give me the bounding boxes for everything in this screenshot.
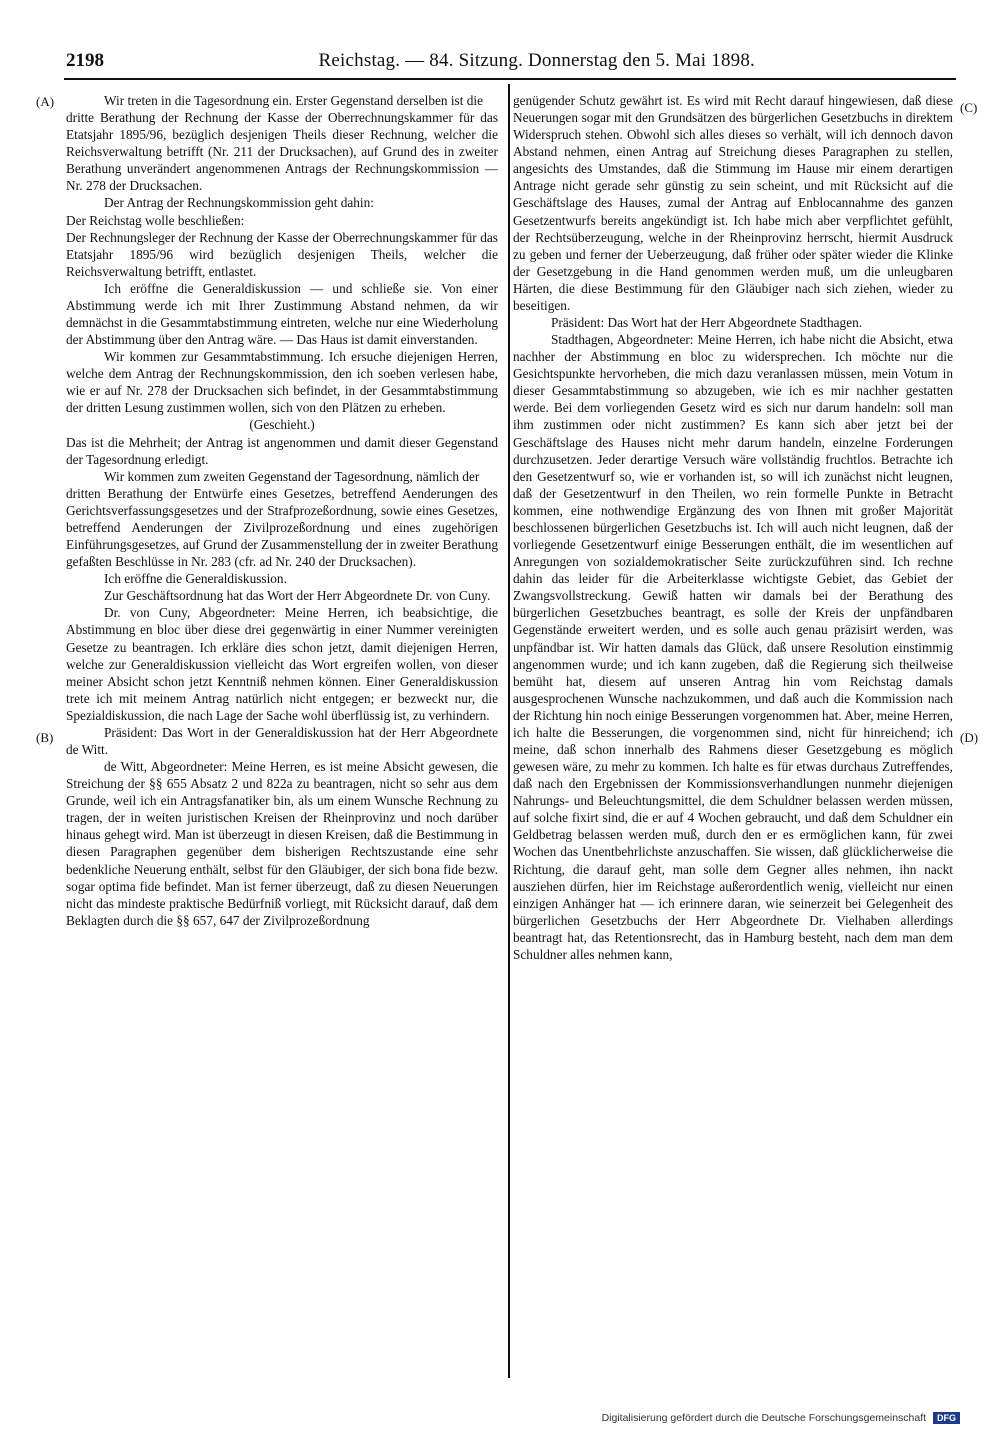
speech-de-witt-continued: genügender Schutz gewährt ist. Es wird mit Recht darauf hingewiesen, daß diese Neuerungen sogar mit den Grundsätzen des bürgerlichen Gesetzbuchs in direktem Widerspruch stehen. Obwohl sich alles dieses so verhält, will ich dennoch davon Abstand nehmen, einen Antrag auf Streichung dieses Paragraphen zu stellen, angesichts des Umstandes, daß die Stimmung im Hause mir einem derartigen Antrage nicht gerade sehr günstig zu sein scheint, und mit Rücksicht auf die Geschäftslage des Hauses, zumal der Antrag auf Enblocannahme des ganzen Gesetzentwurfs bereits angekündigt ist. Ich habe mich aber verpflichtet gefühlt, der Rechtsüberzeugung, welche in der Rheinprovinz herrscht, hiermit Ausdruck zu geben und ferner der Ueberzeugung, daß früher oder später wieder die Klinke der Gesetzgebung in die Hand genommen werden muß, um die unleugbaren Härten, die diese Bestimmung für den Gläubiger nach sich ziehen, wieder zu beseitigen. (513, 93, 953, 313)
page-number: 2198 (66, 50, 104, 71)
paragraph: Der Antrag der Rechnungskommission geht dahin: (104, 195, 374, 211)
agenda-item-first: dritte Berathung der Rechnung der Kasse der Oberrechnungskammer für das Etatsjahr 1895/96, bezüglich desjenigen Theils dieser Rechnung, welcher die Reichsverwaltung betrifft (Nr. 211 der Drucksachen), auf Grund des in zweiter Berathung unverändert angenommenen Antrags der Rechnungskommission — Nr. 278 der Drucksachen. (66, 110, 498, 194)
paragraph: Wir treten in die Tagesordnung ein. Erster Gegenstand derselben ist die (104, 93, 483, 108)
left-column (66, 92, 498, 1378)
header-rule (64, 78, 956, 80)
paragraph: Das ist die Mehrheit; der Antrag ist angenommen und damit dieser Gegenstand der Tagesordnung erledigt. (66, 434, 498, 467)
president-statement: Präsident: Das Wort hat der Herr Abgeordnete Stadthagen. (551, 315, 863, 331)
column-divider (508, 84, 510, 1378)
speech-von-cuny: Dr. von Cuny, Abgeordneter: Meine Herren, ich beabsichtige, die Abstimmung en bloc über diese drei gegenwärtig in einer Nummer vereinigten Gesetze zu beantragen. Ich erkläre dies schon jetzt, damit diejenigen Herren, welche zur Generaldiskussion vielleicht das Wort ergreifen wollen, von dieser meiner Absicht schon jetzt Kenntniß nehmen können. Einer Generaldiskussion trete ich mit meinem Antrag natürlich nicht entgegen; er bezweckt nur, die Spezialdiskussion, die nach Lage der Sache wohl überflüssig ist, zu verhindern. (66, 605, 498, 723)
speech-de-witt: de Witt, Abgeordneter: Meine Herren, es ist meine Absicht gewesen, die Streichung der §§ 655 Absatz 2 und 822a zu beantragen, nicht so sehr aus dem Grunde, weil ich ein Antragsfanatiker bin, als um einem Wunsche Rechnung zu tragen, der in weiten juristischen Kreisen der Rheinprovinz und noch darüber hinaus gehegt wird. Man ist überzeugt in diesen Kreisen, daß die Bestimmung in diesen Paragraphen gegenüber dem bisherigen Rechtszustande eine sehr bedenkliche Neuerung enthält, selbst für den Gläubiger, der sich bona fide bezw. sogar optima fide befindet. Man ist ferner überzeugt, daß zu diesen Neuerungen nicht das mindeste praktische Bedürfniß vorliegt, mit Rücksicht darauf, daß dem Beklagten durch die §§ 657, 647 der Zivilprozeßordnung (66, 759, 498, 928)
president-statement: Präsident: Das Wort in der Generaldiskussion hat der Herr Abgeordnete de Witt. (66, 724, 498, 757)
margin-mark-c: (C) (960, 100, 978, 115)
paragraph: Ich eröffne die Generaldiskussion — und schließe sie. Von einer Abstimmung werde ich mit Ihrer Zustimmung Abstand nehmen, da wir demnächst in die Gesammtabstimmung eintreten, welche nur eine Wiederholung der Abstimmung über den Antrag wäre. — Das Haus ist damit einverstanden. (66, 280, 498, 348)
motion-text: Der Rechnungsleger der Rechnung der Kasse der Oberrechnungskammer für das Etatsjahr 1895/96 wird bezüglich desjenigen Theils, welcher die Reichsverwaltung betrifft, entlastet. (66, 229, 498, 279)
paragraph: Ich eröffne die Generaldiskussion. (104, 571, 287, 587)
speech-stadthagen: Stadthagen, Abgeordneter: Meine Herren, ich habe nicht die Absicht, etwa nachher der Abstimmung en bloc zu widersprechen. Ich möchte nur die Gesichtspunkte hervorheben, die mich dazu veranlassen müssen, mein Votum in dieser Gesammtabstimmung so abzugeben, wie ich es mir nachher gestatten werde. Bei dem vorliegenden Gesetz wird es sich nur darum handeln: soll man ihm zustimmen oder nicht zustimmen? Es kann sich aber jetzt bei der Geschäftslage des Hauses nicht mehr darum handeln, einzelne Forderungen durchzusetzen. Jeder derartige Versuch wäre vollständig fruchtlos. Betrachte ich den Gesetzentwurf so, wie er vorhanden ist, so will ich zunächst nicht leugnen, daß der Gesetzentwurf in den Theilen, wo rein formelle Punkte in Betracht kommen, eine nothwendige Ergänzung des von Ihnen mit großer Majorität beschlossenen bürgerlichen Gesetzbuchs ist. Ich will auch nicht leugnen, daß der vorliegende Gesetzentwurf einige Besserungen enthält, die im wesentlichen auf Anregungen von sozialdemokratischer Seite zurückzuführen sind. Ich rechne dahin das leider für die Arbeiterklasse wichtigste Gebiet, das Gebiet der Zwangsvollstreckung. Gewiß hatten wir damals bei der Berathung des bürgerlichen Gesetzbuches beantragt, es solle der Kreis der unpfändbaren Gegenstände erweitert werden, und es solle auch genau präzisirt werden, was unpfändbar ist. Wir hatten damals das Glück, daß unsere Resolution einstimmig angenommen wurde; und ich kann zugeben, daß die Regierung sich theilweise bemüht hat, diesem auf unseren Antrag hin vom Reichstag damals ausgesprochenen Wunsche nachzukommen, und daß auch die Kommission nach der Richtung hin noch einige Besserungen vorgenommen hat. Aber, meine Herren, ich halte die Besserungen, die vorgenommen sind, nicht für hinreichend; ich meine, daß schon innerhalb des Rahmens dieser Gesetzgebung es möglich gewesen wäre, zu mehr zu kommen. Ich halte es für etwas durchaus Zutreffendes, daß nach den Ergebnissen der Kommissionsverhandlungen nunmehr diejenigen Nahrungs- und Beleuchtungsmittel, die dem Schuldner belassen werden müssen, auf solche fixirt sind, die er auf 4 Wochen gebraucht, und daß dem Schuldner ein Geldbetrag belassen werden muß, durch den er es ermöglichen kann, für zwei Wochen das Unentbehrlichste anzuschaffen. Sie wissen, daß glücklicherweise die Richtung, die darauf geht, man solle dem Gegner alles nehmen, ihn nackt ausziehen dürfen, hier im Reichstage außerordentlich wenig, vielleicht nur einen einzigen Anhänger hat — ich erinnere daran, wie seinerzeit bei Gelegenheit des bürgerlichen Gesetzbuchs der Herr Abgeordnete Dr. Vielhaben allerdings beantragt hat, das Retentionsrecht, das in Hamburg besteht, nach dem man dem Schuldner alles nehmen kann, (513, 332, 953, 962)
footer-credit (602, 1412, 960, 1424)
paragraph: Wir kommen zur Gesammtabstimmung. Ich ersuche diejenigen Herren, welche dem Antrag der Rechnungskommission, den ich soeben verlesen habe, wie er auf Nr. 278 der Drucksachen sich befindet, in der Gesammtabstimmung der dritten Lesung zustimmen wollen, sich von den Plätzen zu erheben. (66, 349, 498, 416)
page-header (0, 0, 1000, 82)
stage-direction: (Geschieht.) (249, 417, 315, 433)
margin-mark-a: (A) (36, 94, 55, 109)
agenda-item-second: dritten Berathung der Entwürfe eines Gesetzes, betreffend Aenderungen des Gerichtsverfassungsgesetzes und der Strafprozeßordnung, sowie eines Gesetzes, betreffend Aenderungen der Zivilprozeßordnung und eines zugehörigen Einführungsgesetzes, auf Grund der Zusammenstellung der in zweiter Berathung gefaßten Beschlüsse in Nr. 283 (cfr. ad Nr. 240 der Drucksachen). (66, 485, 498, 570)
paragraph: Zur Geschäftsordnung hat das Wort der Herr Abgeordnete Dr. von Cuny. (104, 588, 491, 604)
paragraph: Wir kommen zum zweiten Gegenstand der Tagesordnung, nämlich der (104, 468, 480, 484)
credit-text: Digitalisierung gefördert durch die Deutsche Forschungsgemeinschaft (601, 1412, 927, 1424)
right-column (513, 92, 953, 1378)
running-title: Reichstag. — 84. Sitzung. Donnerstag den 5. Mai 1898. (318, 50, 755, 71)
dfg-logo: DFG (933, 1412, 960, 1424)
motion-heading: Der Reichstag wolle beschließen: (66, 212, 245, 228)
margin-mark-d: (D) (960, 730, 979, 745)
margin-mark-b: (B) (36, 730, 54, 745)
